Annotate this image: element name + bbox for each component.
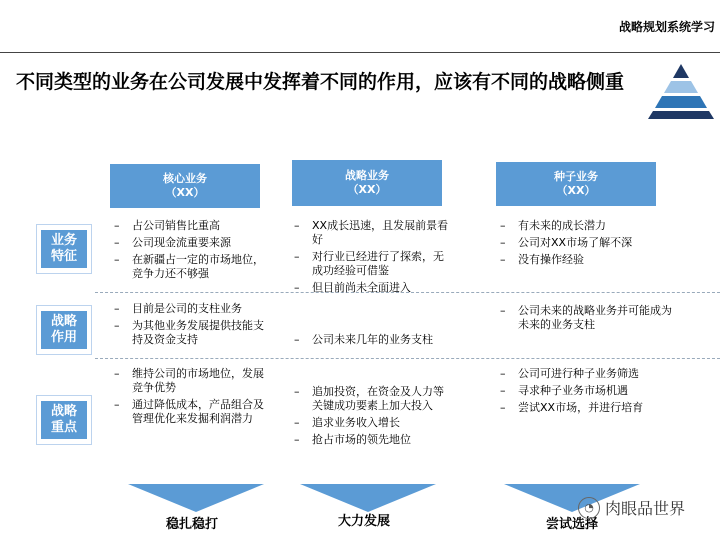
header-divider [0,52,720,53]
strategy-label-seed: 尝试选择 [545,517,598,532]
column-header-strategic [292,160,442,206]
list-item: – 占公司销售比重高 [114,219,264,233]
arrow-down-icon [128,484,264,512]
header-label: 战略规划系统学习 [618,20,715,34]
list-item: – 有未来的成长潜力 [500,219,675,233]
strategy-label-strategic: 大力发展 [337,514,390,529]
column-header-seed-sub: （XX） [556,184,596,197]
list-item: – 公司未来的战略业务并可能成为未来的业务支柱 [500,304,680,332]
list-item: – 为其他业务发展提供技能支持及资金支持 [114,319,264,347]
list-item: – 对行业已经进行了探索，无成功经验可借鉴 [294,250,454,278]
list-item: – 维持公司的市场地位，发展竞争优势 [114,367,264,395]
watermark [578,496,685,519]
list-item: – 抢占市场的领先地位 [294,433,454,447]
column-header-core-sub: （XX） [165,186,205,199]
cell-features-seed [500,219,675,270]
cell-role-seed [500,304,680,335]
column-header-strategic-name: 战略业务 [345,169,389,182]
list-item: – 但目前尚未全面进入 [294,281,454,295]
row-label-features [36,224,92,274]
slide-title: 不同类型的业务在公司发展中发挥着不同的作用，应该有不同的战略侧重 [15,71,624,93]
list-item: – 尝试XX市场，并进行培育 [500,401,680,415]
list-item: – 公司可进行种子业务筛选 [500,367,680,381]
cell-role-core [114,302,264,350]
column-header-strategic-sub: （XX） [347,183,387,196]
arrow-down-icon [300,484,436,512]
list-item: – 在新疆占一定的市场地位，竞争力还不够强 [114,253,264,281]
row-label-focus-text: 战略重点 [41,401,87,439]
row-label-focus [36,395,92,445]
list-item: – XX成长迅速，且发展前景看好 [294,219,454,247]
column-header-seed-name: 种子业务 [554,170,598,183]
watermark-text: 肉眼品世界 [605,499,686,518]
list-item: – 公司未来几年的业务支柱 [294,333,469,347]
list-item: – 目前是公司的支柱业务 [114,302,264,316]
list-item: – 寻求种子业务市场机遇 [500,384,680,398]
column-header-core-name: 核心业务 [163,172,207,185]
cell-role-strategic [294,333,469,350]
strategy-label-core: 稳扎稳打 [165,517,218,532]
pyramid-icon [646,62,716,120]
list-item: – 公司现金流重要来源 [114,236,264,250]
cell-features-core [114,219,264,284]
list-item: – 追加投资，在资金及人力等关键成功要素上加大投入 [294,385,454,413]
cell-focus-seed [500,367,680,418]
list-item: – 追求业务收入增长 [294,416,454,430]
list-item: – 没有操作经验 [500,253,675,267]
row-label-features-text: 业务特征 [41,230,87,268]
row-label-role-text: 战略作用 [41,311,87,349]
row-label-role [36,305,92,355]
cell-features-strategic [294,219,454,298]
list-item: – 通过降低成本，产品组合及管理优化来发掘利润潜力 [114,398,264,426]
column-header-core [110,164,260,208]
wechat-icon: ◔ [578,497,600,519]
row-divider [95,358,720,359]
list-item: – 公司对XX市场了解不深 [500,236,675,250]
cell-focus-strategic [294,385,454,450]
cell-focus-core [114,367,264,429]
column-header-seed [496,162,656,206]
